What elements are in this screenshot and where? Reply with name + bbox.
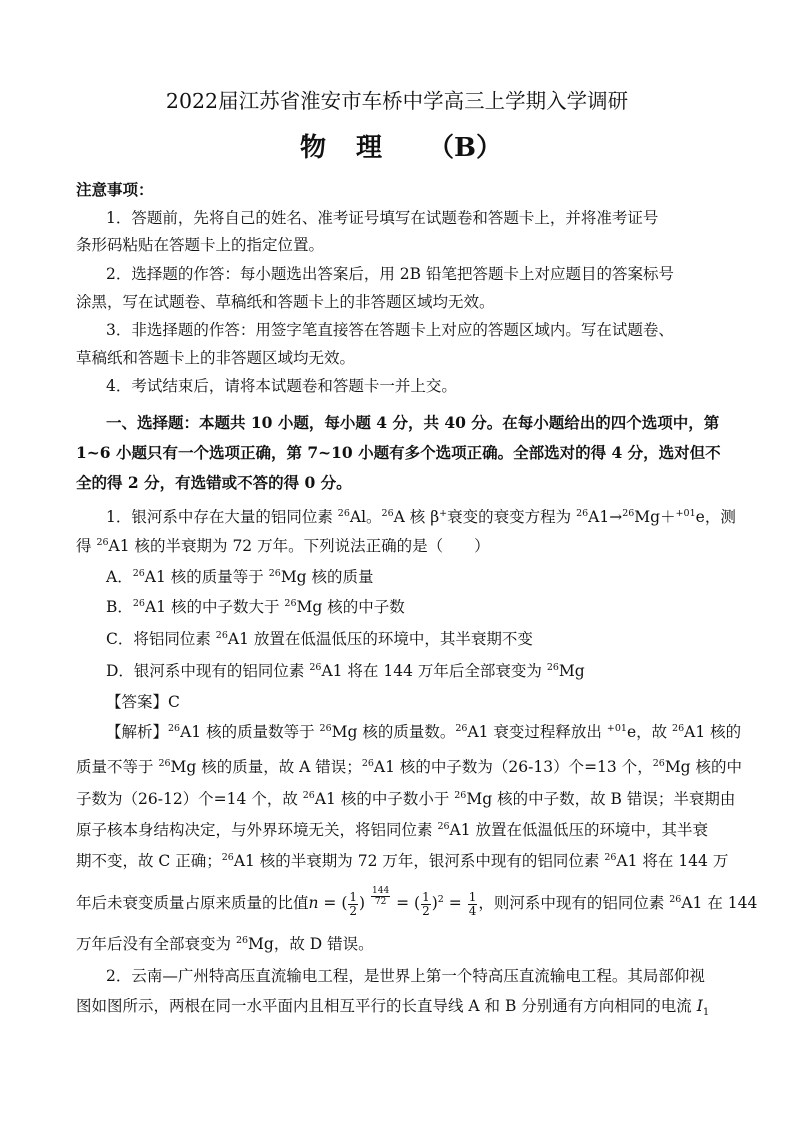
question-1-option-d: D．银河系中现有的铝同位素 $^{26}$A1 将在 144 万年后全部衰变为 $^{26}$Mg [106, 662, 585, 680]
analysis-line-2: 质量不等于 $^{26}$Mg 核的质量，故 A 错误；$^{26}$A1 核的中子数为（26-13）个=13 个，$^{26}$Mg 核的中 [76, 758, 743, 776]
section-heading-line-1: 一、选择题：本题共 10 小题，每小题 4 分，共 40 分。在每小题给出的四个选项中，第 [106, 413, 720, 432]
question-2-line-2: 图如图所示，两根在同一水平面内且相互平行的长直导线 A 和 B 分别通有方向相同的电流 $I_1$ [76, 997, 710, 1019]
exponent-fraction: $\frac{144}{72}$ [372, 885, 390, 907]
analysis-line-1: 【解析】$^{26}$A1 核的质量数等于 $^{26}$Mg 核的质量数。$^{26}$A1 衰变过程释放出 $^{+01}$e，故 $^{26}$A1 核的 [106, 723, 742, 741]
notice-line-5: 3．非选择题的作答：用签字笔直接答在答题卡上对应的答题区域内。写在试题卷、 [106, 321, 674, 339]
analysis-line-5: 期不变，故 C 正确；$^{26}$A1 核的半衰期为 72 万年，银河系中现有的铝同位素 $^{26}$A1 将在 144 万 [76, 852, 729, 870]
question-1-stem-line-1: 1．银河系中存在大量的铝同位素 $^{26}$Al。$^{26}$A 核 β+衰变的衰变方程为 $^{26}$A1→$^{26}$Mg＋$^{+01}$e，测 [106, 508, 736, 526]
fraction-one-quarter: $\frac{1}{4}$ [468, 889, 477, 918]
notice-line-1: 1．答题前，先将自己的姓名、准考证号填写在试题卷和答题卡上，并将准考证号 [106, 209, 659, 227]
analysis-line-4: 原子核本身结构决定，与外界环境无关，将铝同位素 $^{26}$A1 放置在低温低压的环境中，其半衰 [76, 821, 709, 839]
subject-title [300, 133, 503, 163]
question-2-line-1: 2．云南—广州特高压直流输电工程，是世界上第一个特高压直流输电工程。其局部仰视 [106, 967, 705, 985]
question-1-stem-line-2: 得 $^{26}$A1 核的半衰期为 72 万年。下列说法正确的是（ ） [76, 537, 490, 555]
notice-line-3: 2．选择题的作答：每小题选出答案后，用 2B 铅笔把答题卡上对应题目的答案标号 [106, 265, 674, 283]
analysis-line-3: 子数为（26-12）个=14 个，故 $^{26}$A1 核的中子数小于 $^{26}$Mg 核的中子数，故 B 错误；半衰期由 [76, 790, 736, 808]
fraction-one-half-2: $\frac{1}{2}$ [422, 889, 430, 918]
analysis-line-7: 万年后没有全部衰变为 $^{26}$Mg，故 D 错误。 [76, 935, 374, 953]
section-heading-line-3: 全的得 2 分，有选错或不答的得 0 分。 [76, 473, 352, 492]
notice-line-4: 涂黑，写在试题卷、草稿纸和答题卡上的非答题区域均无效。 [76, 293, 495, 311]
question-1-option-c: C．将铝同位素 $^{26}$A1 放置在低温低压的环境中，其半衰期不变 [106, 630, 533, 648]
fraction-one-half: $\frac{1}{2}$ [349, 889, 358, 918]
notice-heading: 注意事项： [76, 180, 154, 199]
section-heading-line-2: 1~6 小题只有一个选项正确，第 7~10 小题有多个选项正确。全部选对的得 4 分，选对但不 [76, 443, 721, 462]
analysis-line-6-formula: 年后未衰变质量占原来质量的比值n = ( $\frac{1}{2}$ ) $\frac{144}{72}$ = ( $\frac{1}{2}$ )$^2$ = $\frac{1}{4}$ ，则河系中现有的铝同位素 $^{26}$A1 在 144 [76, 885, 758, 918]
question-1-option-a: A．$^{26}$A1 核的质量等于 $^{26}$Mg 核的质量 [106, 568, 374, 586]
exam-title: 2022届江苏省淮安市车桥中学高三上学期入学调研 [165, 89, 629, 113]
subject-char-2: 理 [356, 133, 383, 163]
subject-variant: （B） [428, 133, 503, 163]
notice-line-2: 条形码粘贴在答题卡上的指定位置。 [76, 236, 325, 254]
notice-line-6: 草稿纸和答题卡上的非答题区域均无效。 [76, 349, 356, 367]
question-1-option-b: B．$^{26}$A1 核的中子数大于 $^{26}$Mg 核的中子数 [106, 598, 405, 616]
question-1-answer: 【答案】C [106, 693, 180, 711]
notice-line-7: 4．考试结束后，请将本试题卷和答题卡一并上交。 [106, 377, 457, 395]
subject-char-1: 物 [300, 133, 327, 163]
